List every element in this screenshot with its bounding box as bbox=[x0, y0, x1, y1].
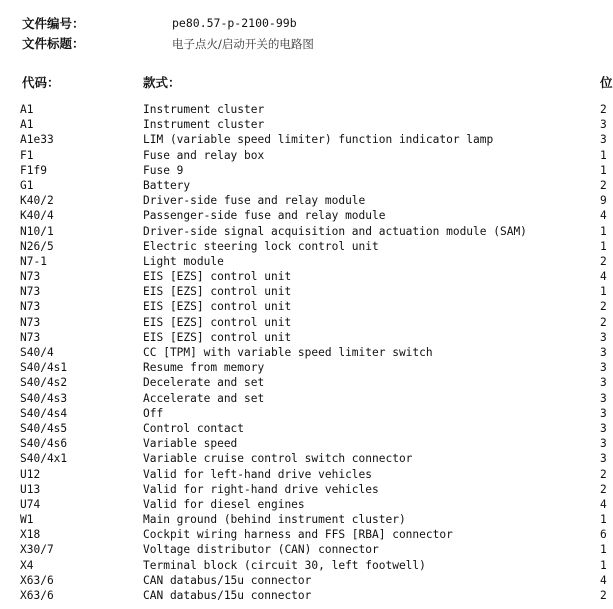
cell-code: S40/4 bbox=[20, 346, 54, 359]
cell-code: N10/1 bbox=[20, 224, 54, 238]
component-table bbox=[0, 102, 606, 603]
cell-pos: 1 bbox=[600, 285, 607, 299]
cell-code: K40/4 bbox=[20, 209, 54, 223]
table-row bbox=[0, 542, 606, 557]
cell-desc: CC [TPM] with variable speed limiter switch bbox=[143, 346, 433, 359]
column-header-pos: 位 bbox=[600, 75, 613, 90]
cell-code: U74 bbox=[20, 497, 41, 511]
table-row bbox=[0, 178, 606, 193]
cell-desc: Instrument cluster bbox=[143, 118, 265, 132]
cell-code: N73 bbox=[20, 315, 41, 329]
cell-code: X4 bbox=[20, 558, 34, 572]
cell-code: N26/5 bbox=[20, 239, 54, 253]
table-row bbox=[0, 421, 606, 436]
cell-pos: 1 bbox=[600, 543, 607, 557]
table-row bbox=[0, 117, 606, 132]
cell-pos: 3 bbox=[600, 406, 607, 420]
cell-pos: 2 bbox=[600, 300, 607, 314]
table-row bbox=[0, 360, 606, 375]
cell-pos: 1 bbox=[600, 163, 607, 177]
table-row bbox=[0, 588, 606, 603]
doc-title-label: 文件标题： bbox=[22, 36, 85, 51]
table-row bbox=[0, 132, 606, 147]
cell-code: S40/4x1 bbox=[20, 452, 68, 466]
cell-code: X30/7 bbox=[20, 543, 54, 557]
doc-title-value: 电子点火/启动开关的电路图 bbox=[172, 37, 314, 51]
table-row bbox=[0, 193, 606, 208]
cell-pos: 2 bbox=[600, 589, 607, 602]
cell-code: K40/2 bbox=[20, 194, 54, 208]
cell-pos: 9 bbox=[600, 194, 607, 208]
cell-desc: LIM (variable speed limiter) function indicator lamp bbox=[143, 133, 494, 147]
cell-desc: CAN databus/15u connector bbox=[143, 589, 312, 602]
cell-pos: 3 bbox=[600, 452, 607, 466]
cell-code: S40/4s5 bbox=[20, 421, 68, 435]
table-row bbox=[0, 497, 606, 512]
cell-code: N73 bbox=[20, 330, 41, 344]
cell-desc: Driver-side signal acquisition and actuation module (SAM) bbox=[143, 224, 527, 238]
cell-desc: Electric steering lock control unit bbox=[143, 239, 379, 253]
cell-desc: Valid for diesel engines bbox=[143, 497, 305, 511]
table-row bbox=[0, 391, 606, 406]
cell-pos: 1 bbox=[600, 224, 607, 238]
table-row bbox=[0, 284, 606, 299]
column-header-code: 代码： bbox=[22, 75, 60, 90]
table-row bbox=[0, 406, 606, 421]
cell-code: F1 bbox=[20, 148, 34, 162]
cell-desc: EIS [EZS] control unit bbox=[143, 315, 292, 329]
cell-pos: 3 bbox=[600, 391, 607, 405]
cell-desc: Decelerate and set bbox=[143, 376, 265, 390]
column-header-desc: 款式： bbox=[143, 75, 181, 90]
cell-code: S40/4s1 bbox=[20, 361, 68, 375]
cell-code: S40/4s6 bbox=[20, 437, 68, 451]
table-row bbox=[0, 102, 606, 117]
table-row bbox=[0, 375, 606, 390]
cell-pos: 2 bbox=[600, 482, 607, 496]
table-row bbox=[0, 436, 606, 451]
cell-pos: 1 bbox=[600, 558, 607, 572]
cell-code: U13 bbox=[20, 482, 41, 496]
cell-code: A1 bbox=[20, 118, 34, 132]
table-row bbox=[0, 224, 606, 239]
cell-desc: Cockpit wiring harness and FFS [RBA] connector bbox=[143, 528, 453, 542]
cell-code: S40/4s4 bbox=[20, 406, 68, 420]
cell-code: N73 bbox=[20, 300, 41, 314]
cell-desc: Voltage distributor (CAN) connector bbox=[143, 543, 379, 557]
cell-code: X63/6 bbox=[20, 589, 54, 602]
cell-desc: Accelerate and set bbox=[143, 391, 265, 405]
cell-pos: 4 bbox=[600, 497, 607, 511]
cell-desc: CAN databus/15u connector bbox=[143, 573, 312, 587]
cell-pos: 2 bbox=[600, 103, 607, 116]
cell-pos: 3 bbox=[600, 376, 607, 390]
cell-code: U12 bbox=[20, 467, 41, 481]
cell-desc: Resume from memory bbox=[143, 361, 265, 375]
table-row bbox=[0, 269, 606, 284]
cell-code: N73 bbox=[20, 285, 41, 299]
table-row bbox=[0, 299, 606, 314]
doc-number-label: 文件编号： bbox=[22, 16, 85, 31]
cell-pos: 4 bbox=[600, 573, 607, 587]
cell-code: S40/4s3 bbox=[20, 391, 68, 405]
cell-pos: 2 bbox=[600, 467, 607, 481]
cell-code: F1f9 bbox=[20, 163, 47, 177]
cell-desc: Main ground (behind instrument cluster) bbox=[143, 513, 406, 527]
cell-code: G1 bbox=[20, 178, 34, 192]
table-row bbox=[0, 558, 606, 573]
cell-desc: Control contact bbox=[143, 421, 245, 435]
cell-desc: Off bbox=[143, 406, 164, 420]
cell-code: X18 bbox=[20, 528, 41, 542]
table-row bbox=[0, 573, 606, 588]
cell-pos: 3 bbox=[600, 330, 607, 344]
cell-pos: 1 bbox=[600, 239, 607, 253]
table-row bbox=[0, 482, 606, 497]
cell-code: N73 bbox=[20, 270, 41, 284]
doc-number-value: pe80.57-p-2100-99b bbox=[172, 16, 297, 30]
cell-desc: EIS [EZS] control unit bbox=[143, 270, 292, 284]
cell-pos: 4 bbox=[600, 209, 607, 223]
cell-pos: 1 bbox=[600, 148, 607, 162]
table-row bbox=[0, 239, 606, 254]
cell-desc: EIS [EZS] control unit bbox=[143, 300, 292, 314]
cell-pos: 6 bbox=[600, 528, 607, 542]
table-row bbox=[0, 527, 606, 542]
cell-pos: 2 bbox=[600, 178, 607, 192]
cell-desc: Valid for left-hand drive vehicles bbox=[143, 467, 373, 481]
cell-code: W1 bbox=[20, 513, 34, 527]
cell-code: S40/4s2 bbox=[20, 376, 68, 390]
table-row bbox=[0, 208, 606, 223]
cell-pos: 4 bbox=[600, 270, 607, 284]
table-row bbox=[0, 467, 606, 482]
cell-code: A1e33 bbox=[20, 133, 54, 147]
cell-desc: Instrument cluster bbox=[143, 103, 265, 116]
cell-pos: 2 bbox=[600, 254, 607, 268]
cell-desc: EIS [EZS] control unit bbox=[143, 330, 292, 344]
cell-desc: Terminal block (circuit 30, left footwell) bbox=[143, 558, 426, 572]
cell-code: X63/6 bbox=[20, 573, 54, 587]
table-row bbox=[0, 330, 606, 345]
cell-desc: Driver-side fuse and relay module bbox=[143, 194, 366, 208]
cell-pos: 3 bbox=[600, 346, 607, 359]
cell-code: A1 bbox=[20, 103, 34, 116]
table-row bbox=[0, 512, 606, 527]
table-row bbox=[0, 254, 606, 269]
cell-pos: 3 bbox=[600, 118, 607, 132]
cell-desc: Fuse 9 bbox=[143, 163, 184, 177]
cell-desc: Valid for right-hand drive vehicles bbox=[143, 482, 379, 496]
cell-desc: Fuse and relay box bbox=[143, 148, 265, 162]
table-row bbox=[0, 345, 606, 360]
table-row bbox=[0, 148, 606, 163]
cell-desc: EIS [EZS] control unit bbox=[143, 285, 292, 299]
table-row bbox=[0, 163, 606, 178]
cell-desc: Light module bbox=[143, 254, 224, 268]
table-row bbox=[0, 451, 606, 466]
cell-pos: 3 bbox=[600, 133, 607, 147]
cell-pos: 1 bbox=[600, 513, 607, 527]
cell-pos: 3 bbox=[600, 437, 607, 451]
cell-desc: Passenger-side fuse and relay module bbox=[143, 209, 386, 223]
cell-pos: 2 bbox=[600, 315, 607, 329]
cell-pos: 3 bbox=[600, 421, 607, 435]
cell-desc: Variable speed bbox=[143, 437, 238, 451]
cell-desc: Battery bbox=[143, 178, 191, 192]
cell-code: N7-1 bbox=[20, 254, 47, 268]
table-row bbox=[0, 315, 606, 330]
cell-pos: 3 bbox=[600, 361, 607, 375]
cell-desc: Variable cruise control switch connector bbox=[143, 452, 413, 466]
